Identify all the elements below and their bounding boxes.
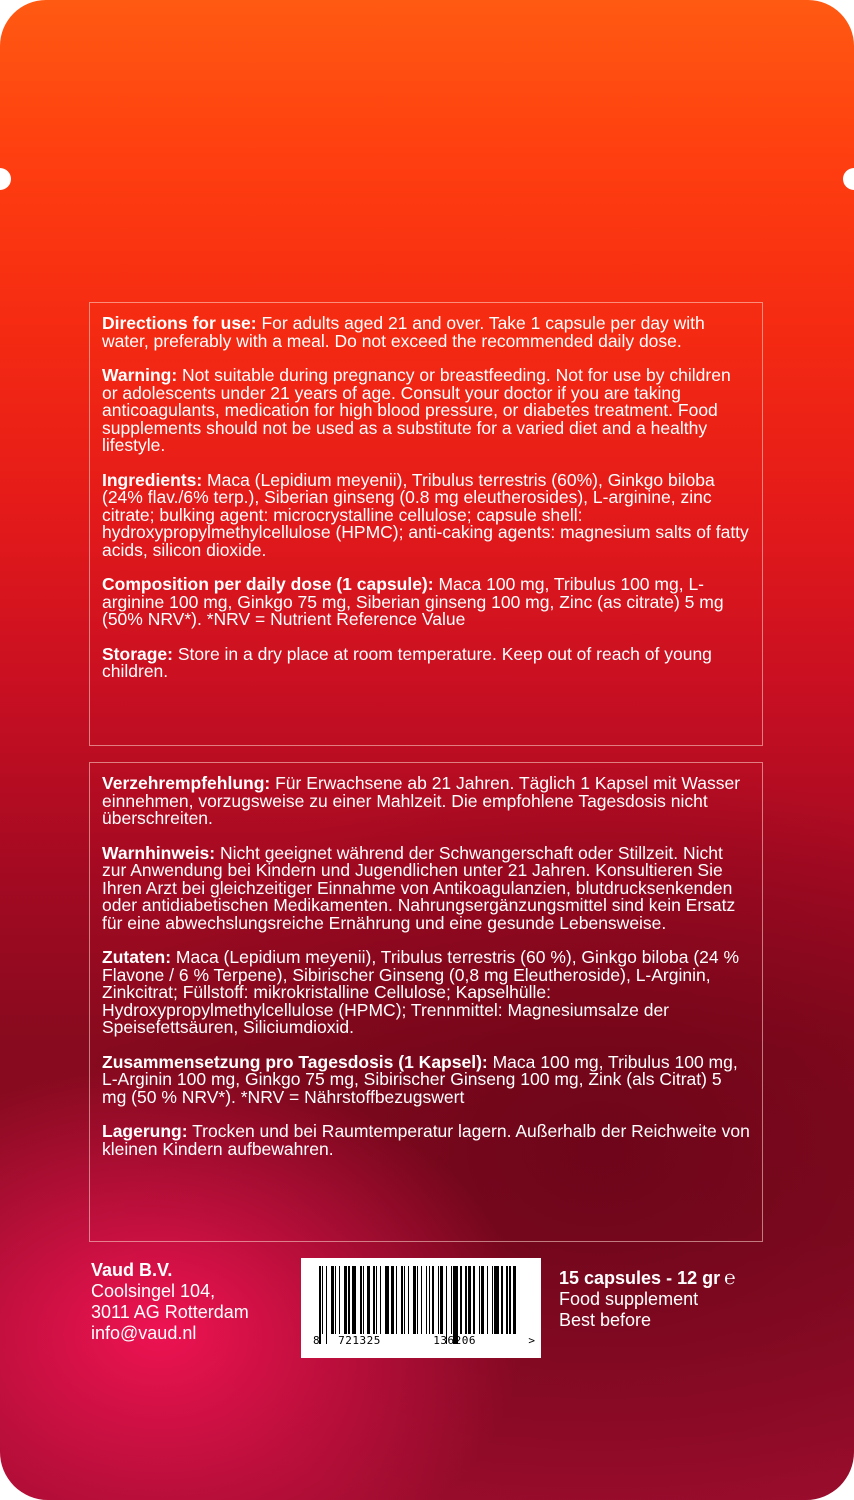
- barcode-bar: [408, 1266, 410, 1334]
- barcode-bar: [494, 1266, 499, 1334]
- barcode-bar: [460, 1266, 462, 1334]
- barcode-bar: [513, 1266, 516, 1334]
- barcode-bar: [391, 1266, 394, 1334]
- barcode-bar: [339, 1266, 341, 1334]
- barcode-bar: [506, 1266, 508, 1334]
- barcode-bar: [335, 1266, 337, 1334]
- barcode-bar: [426, 1266, 428, 1334]
- barcode-bar: [417, 1266, 419, 1334]
- barcode-bar: [367, 1266, 370, 1334]
- barcode-bar: [352, 1266, 357, 1334]
- barcode-bar: [380, 1266, 382, 1334]
- barcode-bar: [404, 1266, 406, 1334]
- barcode-first-digit: 8: [313, 1334, 321, 1347]
- barcode-bar: [331, 1266, 334, 1334]
- barcode-left-group: 721325: [338, 1334, 381, 1347]
- barcode-bar: [479, 1266, 481, 1334]
- net-quantity: 15 capsules - 12 gr ℮: [559, 1268, 736, 1289]
- barcode-bar: [501, 1266, 503, 1334]
- de-verzehrempfehlung: Verzehrempfehlung: Für Erwachsene ab 21 Jahren. Täglich 1 Kapsel mit Wasser einnehmen, vorzugsweise zu einer Mahlzeit. Die empfohlene Tagesdosis nicht überschreiten.: [102, 773, 741, 828]
- barcode-bar: [413, 1266, 416, 1334]
- product-type: Food supplement: [559, 1289, 699, 1309]
- de-lagerung: Lagerung: Trocken und bei Raumtemperatur lagern. Außerhalb der Reichweite von kleinen Kindern aufbewahren.: [102, 1121, 750, 1159]
- company-city: 3011 AG Rotterdam: [91, 1302, 249, 1322]
- barcode-bar: [440, 1266, 443, 1334]
- barcode-digits: [313, 1334, 536, 1347]
- barcode-bar: [481, 1266, 484, 1334]
- barcode-bar: [438, 1266, 440, 1334]
- en-warning: Warning: Not suitable during pregnancy or breastfeeding. Not for use by children or adolescents under 21 years of age. Consult your doctor if you are taking anticoagulants, medication for high blood pressure, or diabetes treatment. Food supplements should not be used as a substitute for a varied diet and a healthy lifestyle.: [102, 365, 731, 455]
- barcode-bar: [473, 1266, 475, 1334]
- barcode-bar: [385, 1266, 390, 1334]
- barcode-bar: [344, 1266, 347, 1334]
- german-label-panel: [89, 762, 763, 1242]
- barcode-bar: [363, 1266, 365, 1334]
- product-info: [559, 1268, 736, 1331]
- english-label-panel: [89, 302, 763, 746]
- en-composition: Composition per daily dose (1 capsule): Maca 100 mg, Tribulus 100 mg, L-arginine 100 mg, Ginkgo 75 mg, Siberian ginseng 100 mg, Zinc (as citrate) 5 mg (50% NRV*). *NRV = Nutrient Reference Value: [102, 574, 724, 629]
- barcode-bar: [492, 1266, 494, 1334]
- company-email: info@vaud.nl: [91, 1323, 197, 1343]
- barcode-bar: [376, 1266, 378, 1334]
- barcode-bar: [453, 1266, 458, 1344]
- barcode-bar: [446, 1266, 448, 1344]
- barcode-bar: [348, 1266, 350, 1334]
- barcode-bar: [319, 1266, 321, 1344]
- tear-notch-right: [843, 168, 854, 190]
- tear-notch-left: [0, 168, 11, 190]
- estimated-sign-icon: ℮: [724, 1268, 736, 1289]
- barcode-bar: [396, 1266, 398, 1334]
- barcode-bar: [465, 1266, 467, 1334]
- company-name: Vaud B.V.: [91, 1260, 173, 1280]
- company-address: [91, 1260, 249, 1344]
- barcode-bar: [432, 1266, 434, 1334]
- barcode-bar: [326, 1266, 328, 1344]
- barcode-bar: [509, 1266, 511, 1334]
- barcode: [301, 1258, 541, 1358]
- barcode-bar: [468, 1266, 471, 1334]
- company-street: Coolsingel 104,: [91, 1281, 216, 1301]
- barcode-bar: [487, 1266, 489, 1334]
- en-ingredients: Ingredients: Maca (Lepidium meyenii), Tribulus terrestris (60%), Ginkgo biloba (24% flav./6% terp.), Siberian ginseng (0.8 mg eleutherosides), L-arginine, zinc citrate; bulking agent: microcrystalline cellulose; capsule shell: hydroxypropylmethylcellulose (HPMC); anti-caking agents: magnesium salts of fatty acids, silicon dioxide.: [102, 469, 749, 560]
- barcode-bar: [429, 1266, 431, 1334]
- barcode-bar: [421, 1266, 423, 1334]
- barcode-bar: [401, 1266, 403, 1334]
- barcode-bars: [319, 1266, 529, 1338]
- de-zutaten: Zutaten: Maca (Lepidium meyenii), Tribulus terrestris (60 %), Ginkgo biloba (24 % Flavone / 6 % Terpene), Sibirischer Ginseng (0,8 mg Eleutheroside), L-Arginin, Zinkcitrat; Füllstoff: mikrokristalline Cellulose; Kapselhülle: Hydroxypropylmethylcellulose (HPMC); Trennmittel: Magnesiumsalze der Speisefettsäuren, Siliciumdioxid.: [102, 947, 740, 1037]
- en-storage: Storage: Store in a dry place at room temperature. Keep out of reach of young children.: [102, 643, 712, 681]
- de-warnhinweis: Warnhinweis: Nicht geeignet während der Schwangerschaft oder Stillzeit. Nicht zur Anwendung bei Kindern und Jugendlichen unter 21 Jahren. Konsultieren Sie Ihren Arzt bei gleichzeitiger Einnahme von Antikoagulanzien, blutdrucksenkenden oder antidiabetischen Medikamenten. Nahrungsergänzungsmittel sind kein Ersatz für eine abwechslungsreiche Ernährung und eine gesunde Lebensweise.: [102, 842, 736, 933]
- barcode-bar: [451, 1266, 453, 1334]
- barcode-bar: [360, 1266, 362, 1334]
- barcode-end-mark: >: [528, 1334, 536, 1347]
- barcode-bar: [373, 1266, 375, 1334]
- en-directions: Directions for use: For adults aged 21 and over. Take 1 capsule per day with water, preferably with a meal. Do not exceed the recommended daily dose.: [102, 313, 705, 351]
- de-zusammensetzung: Zusammensetzung pro Tagesdosis (1 Kapsel): Maca 100 mg, Tribulus 100 mg, L-Arginin 100 mg, Ginkgo 75 mg, Sibirischer Ginseng 100 mg, Zink (als Citrat) 5 mg (50 % NRV*). *NRV = Nährstoffbezugswert: [102, 1051, 738, 1107]
- barcode-right-group: 136206: [433, 1334, 476, 1347]
- barcode-bar: [322, 1266, 324, 1334]
- best-before: Best before: [559, 1310, 652, 1330]
